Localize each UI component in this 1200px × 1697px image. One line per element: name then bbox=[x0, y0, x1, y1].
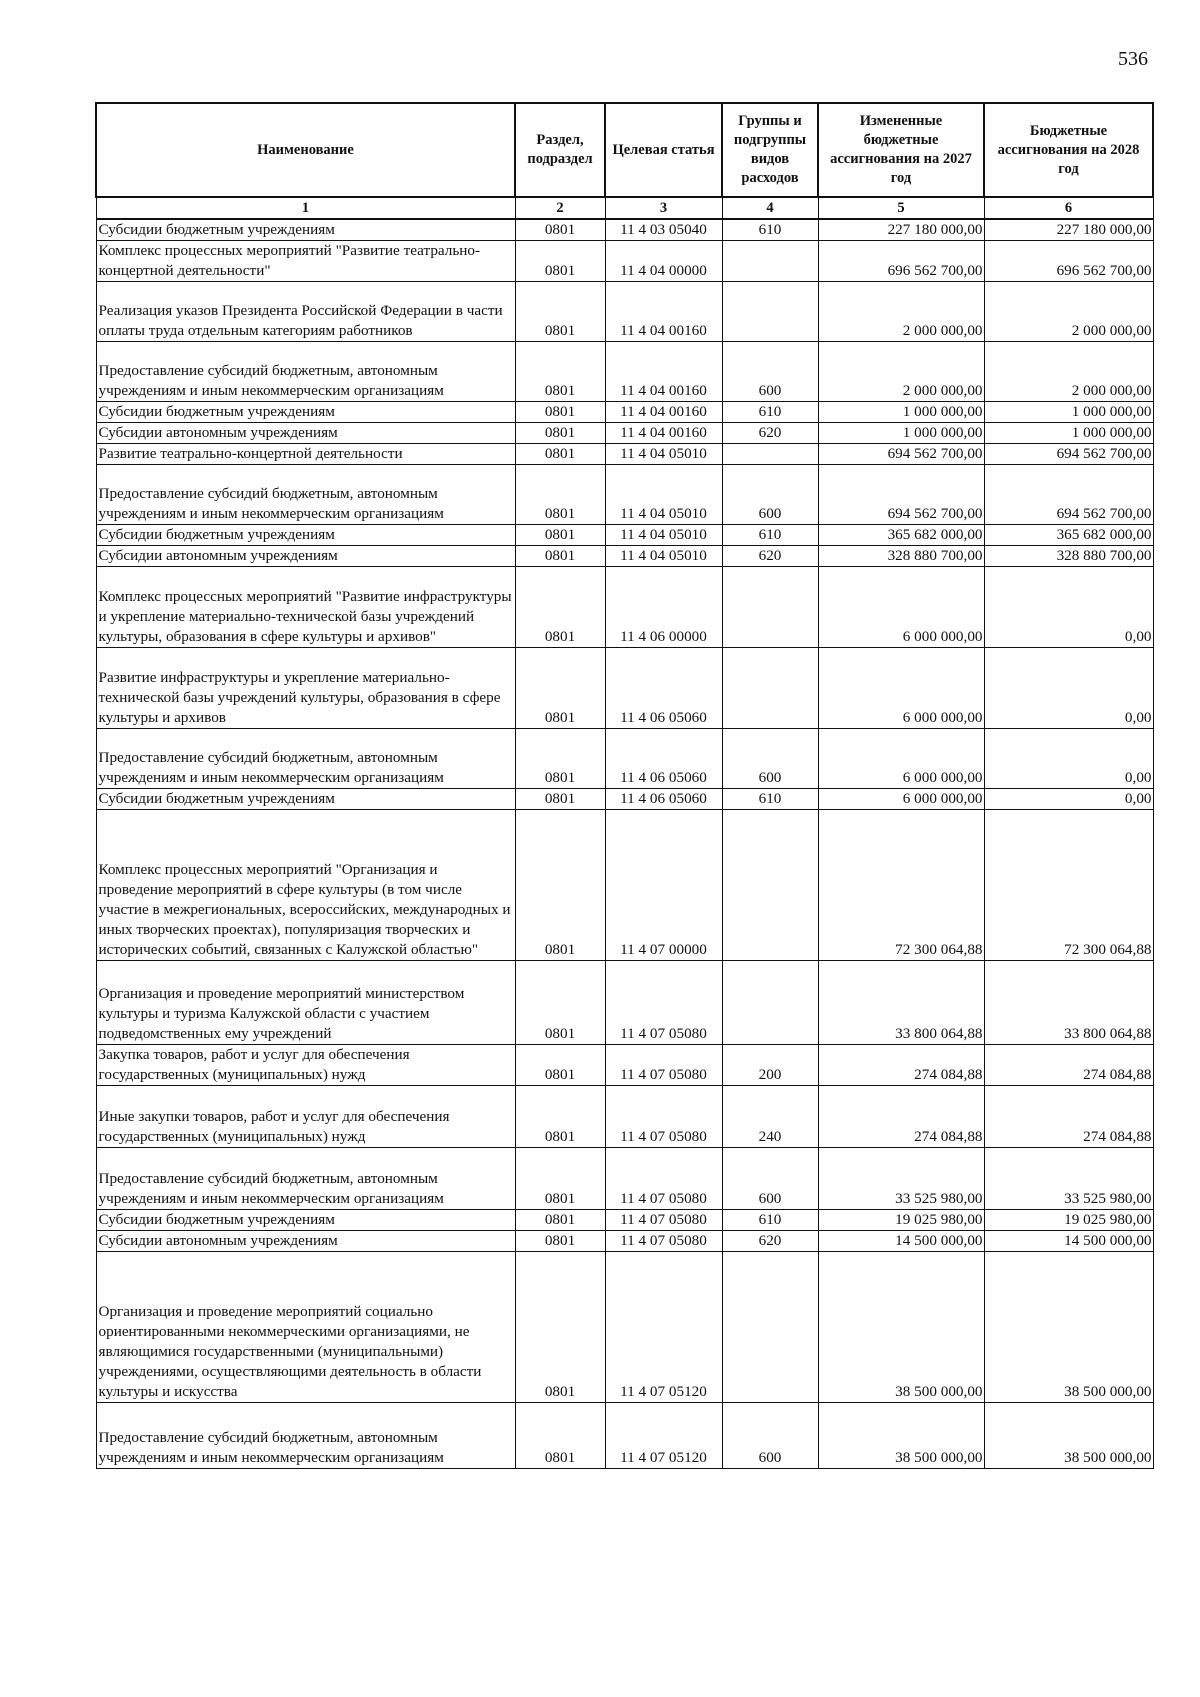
header-groups: Группы и подгруппы видов расходов bbox=[722, 103, 818, 197]
row-amount-2028: 694 562 700,00 bbox=[984, 444, 1153, 465]
row-name: Субсидии бюджетным учреждениям bbox=[96, 525, 515, 546]
row-group: 620 bbox=[722, 546, 818, 567]
row-amount-2028: 33 525 980,00 bbox=[984, 1148, 1153, 1210]
table-header bbox=[96, 103, 1153, 219]
row-section: 0801 bbox=[515, 1210, 605, 1231]
row-amount-2028: 38 500 000,00 bbox=[984, 1252, 1153, 1403]
row-target: 11 4 04 05010 bbox=[605, 444, 722, 465]
row-amount-2028: 19 025 980,00 bbox=[984, 1210, 1153, 1231]
row-amount-2027: 38 500 000,00 bbox=[818, 1252, 984, 1403]
row-group bbox=[722, 1252, 818, 1403]
row-amount-2028: 694 562 700,00 bbox=[984, 465, 1153, 525]
table-row bbox=[96, 444, 1153, 465]
row-section: 0801 bbox=[515, 961, 605, 1045]
row-section: 0801 bbox=[515, 810, 605, 961]
row-section: 0801 bbox=[515, 729, 605, 789]
table-row bbox=[96, 1231, 1153, 1252]
row-group bbox=[722, 648, 818, 729]
row-name: Предоставление субсидий бюджетным, автономным учреждениям и иным некоммерческим организациям bbox=[96, 465, 515, 525]
row-amount-2027: 38 500 000,00 bbox=[818, 1403, 984, 1469]
row-group: 610 bbox=[722, 1210, 818, 1231]
budget-table bbox=[95, 102, 1154, 1469]
row-target: 11 4 04 05010 bbox=[605, 465, 722, 525]
table-row bbox=[96, 1252, 1153, 1403]
row-amount-2028: 33 800 064,88 bbox=[984, 961, 1153, 1045]
row-target: 11 4 03 05040 bbox=[605, 219, 722, 241]
row-group: 200 bbox=[722, 1045, 818, 1086]
row-group bbox=[722, 444, 818, 465]
row-group: 610 bbox=[722, 789, 818, 810]
row-amount-2027: 274 084,88 bbox=[818, 1045, 984, 1086]
row-name: Комплекс процессных мероприятий "Развитие инфраструктуры и укрепление материально-технической базы учреждений культуры, образования в сфере культуры и архивов" bbox=[96, 567, 515, 648]
table-row bbox=[96, 1045, 1153, 1086]
row-name: Предоставление субсидий бюджетным, автономным учреждениям и иным некоммерческим организациям bbox=[96, 729, 515, 789]
row-name: Комплекс процессных мероприятий "Развитие театрально-концертной деятельности" bbox=[96, 241, 515, 282]
row-amount-2027: 2 000 000,00 bbox=[818, 342, 984, 402]
row-amount-2027: 227 180 000,00 bbox=[818, 219, 984, 241]
row-amount-2028: 1 000 000,00 bbox=[984, 423, 1153, 444]
row-amount-2027: 1 000 000,00 bbox=[818, 402, 984, 423]
row-section: 0801 bbox=[515, 219, 605, 241]
table-row bbox=[96, 546, 1153, 567]
row-group: 610 bbox=[722, 402, 818, 423]
row-name: Развитие инфраструктуры и укрепление материально-технической базы учреждений культуры, образования в сфере культуры и архивов bbox=[96, 648, 515, 729]
row-section: 0801 bbox=[515, 465, 605, 525]
row-name: Иные закупки товаров, работ и услуг для обеспечения государственных (муниципальных) нужд bbox=[96, 1086, 515, 1148]
row-amount-2027: 365 682 000,00 bbox=[818, 525, 984, 546]
row-amount-2027: 33 800 064,88 bbox=[818, 961, 984, 1045]
row-amount-2028: 0,00 bbox=[984, 729, 1153, 789]
header-target: Целевая статья bbox=[605, 103, 722, 197]
column-number: 2 bbox=[515, 197, 605, 219]
row-amount-2027: 328 880 700,00 bbox=[818, 546, 984, 567]
row-section: 0801 bbox=[515, 444, 605, 465]
page-number: 536 bbox=[1118, 48, 1148, 70]
row-group: 610 bbox=[722, 525, 818, 546]
table-row bbox=[96, 648, 1153, 729]
row-amount-2027: 19 025 980,00 bbox=[818, 1210, 984, 1231]
table-row bbox=[96, 219, 1153, 241]
row-amount-2027: 1 000 000,00 bbox=[818, 423, 984, 444]
table-row bbox=[96, 465, 1153, 525]
row-amount-2028: 14 500 000,00 bbox=[984, 1231, 1153, 1252]
row-amount-2027: 6 000 000,00 bbox=[818, 648, 984, 729]
row-amount-2027: 2 000 000,00 bbox=[818, 282, 984, 342]
row-name: Организация и проведение мероприятий министерством культуры и туризма Калужской области с участием подведомственных ему учреждений bbox=[96, 961, 515, 1045]
row-group: 600 bbox=[722, 342, 818, 402]
table-row bbox=[96, 282, 1153, 342]
row-amount-2028: 72 300 064,88 bbox=[984, 810, 1153, 961]
row-group bbox=[722, 282, 818, 342]
table-row bbox=[96, 342, 1153, 402]
row-name: Субсидии автономным учреждениям bbox=[96, 546, 515, 567]
row-target: 11 4 07 05080 bbox=[605, 1086, 722, 1148]
row-target: 11 4 06 05060 bbox=[605, 789, 722, 810]
row-group: 600 bbox=[722, 465, 818, 525]
row-amount-2028: 1 000 000,00 bbox=[984, 402, 1153, 423]
row-amount-2027: 72 300 064,88 bbox=[818, 810, 984, 961]
row-target: 11 4 06 05060 bbox=[605, 729, 722, 789]
row-name: Субсидии бюджетным учреждениям bbox=[96, 789, 515, 810]
row-amount-2028: 227 180 000,00 bbox=[984, 219, 1153, 241]
row-name: Субсидии автономным учреждениям bbox=[96, 423, 515, 444]
row-target: 11 4 04 00160 bbox=[605, 282, 722, 342]
row-name: Предоставление субсидий бюджетным, автономным учреждениям и иным некоммерческим организациям bbox=[96, 1148, 515, 1210]
row-group: 600 bbox=[722, 729, 818, 789]
row-target: 11 4 06 00000 bbox=[605, 567, 722, 648]
row-section: 0801 bbox=[515, 567, 605, 648]
row-section: 0801 bbox=[515, 282, 605, 342]
row-amount-2028: 0,00 bbox=[984, 567, 1153, 648]
row-amount-2027: 6 000 000,00 bbox=[818, 729, 984, 789]
row-name: Субсидии бюджетным учреждениям bbox=[96, 219, 515, 241]
row-section: 0801 bbox=[515, 789, 605, 810]
row-amount-2028: 2 000 000,00 bbox=[984, 282, 1153, 342]
row-amount-2028: 0,00 bbox=[984, 789, 1153, 810]
row-amount-2027: 274 084,88 bbox=[818, 1086, 984, 1148]
row-amount-2028: 274 084,88 bbox=[984, 1086, 1153, 1148]
column-number: 6 bbox=[984, 197, 1153, 219]
row-name: Комплекс процессных мероприятий "Организация и проведение мероприятий в сфере культуры (в том числе участие в межрегиональных, всероссийских, международных и иных творческих проектах), популяризация творческих и исторических событий, связанных с Калужской областью" bbox=[96, 810, 515, 961]
row-group: 620 bbox=[722, 423, 818, 444]
row-target: 11 4 04 05010 bbox=[605, 546, 722, 567]
header-budget-2028: Бюджетные ассигнования на 2028 год bbox=[984, 103, 1153, 197]
table-row bbox=[96, 241, 1153, 282]
header-section: Раздел, подраздел bbox=[515, 103, 605, 197]
row-name: Субсидии бюджетным учреждениям bbox=[96, 402, 515, 423]
row-target: 11 4 06 05060 bbox=[605, 648, 722, 729]
row-name: Закупка товаров, работ и услуг для обеспечения государственных (муниципальных) нужд bbox=[96, 1045, 515, 1086]
row-group bbox=[722, 961, 818, 1045]
row-target: 11 4 04 00000 bbox=[605, 241, 722, 282]
row-section: 0801 bbox=[515, 1045, 605, 1086]
table-row bbox=[96, 567, 1153, 648]
row-target: 11 4 07 05120 bbox=[605, 1403, 722, 1469]
table-row bbox=[96, 789, 1153, 810]
row-name: Реализация указов Президента Российской Федерации в части оплаты труда отдельным категориям работников bbox=[96, 282, 515, 342]
table-row bbox=[96, 729, 1153, 789]
header-amended-2027: Измененные бюджетные ассигнования на 2027 год bbox=[818, 103, 984, 197]
row-group: 600 bbox=[722, 1403, 818, 1469]
row-name: Субсидии бюджетным учреждениям bbox=[96, 1210, 515, 1231]
column-number: 1 bbox=[96, 197, 515, 219]
row-target: 11 4 04 00160 bbox=[605, 423, 722, 444]
row-target: 11 4 07 05120 bbox=[605, 1252, 722, 1403]
row-amount-2028: 365 682 000,00 bbox=[984, 525, 1153, 546]
row-target: 11 4 07 05080 bbox=[605, 961, 722, 1045]
table-row bbox=[96, 1403, 1153, 1469]
row-section: 0801 bbox=[515, 1148, 605, 1210]
row-section: 0801 bbox=[515, 342, 605, 402]
row-amount-2027: 694 562 700,00 bbox=[818, 444, 984, 465]
row-amount-2027: 694 562 700,00 bbox=[818, 465, 984, 525]
row-group bbox=[722, 810, 818, 961]
row-amount-2028: 2 000 000,00 bbox=[984, 342, 1153, 402]
row-amount-2027: 33 525 980,00 bbox=[818, 1148, 984, 1210]
row-section: 0801 bbox=[515, 423, 605, 444]
row-amount-2027: 6 000 000,00 bbox=[818, 789, 984, 810]
table-row bbox=[96, 525, 1153, 546]
row-target: 11 4 04 00160 bbox=[605, 402, 722, 423]
row-group: 240 bbox=[722, 1086, 818, 1148]
row-amount-2028: 274 084,88 bbox=[984, 1045, 1153, 1086]
table-row bbox=[96, 1086, 1153, 1148]
row-amount-2028: 0,00 bbox=[984, 648, 1153, 729]
row-group bbox=[722, 241, 818, 282]
row-section: 0801 bbox=[515, 1252, 605, 1403]
column-number: 5 bbox=[818, 197, 984, 219]
table-row bbox=[96, 423, 1153, 444]
row-target: 11 4 07 05080 bbox=[605, 1045, 722, 1086]
row-section: 0801 bbox=[515, 648, 605, 729]
row-group: 600 bbox=[722, 1148, 818, 1210]
row-target: 11 4 07 05080 bbox=[605, 1148, 722, 1210]
column-number: 3 bbox=[605, 197, 722, 219]
row-section: 0801 bbox=[515, 546, 605, 567]
table-row bbox=[96, 1210, 1153, 1231]
table-row bbox=[96, 1148, 1153, 1210]
row-amount-2027: 14 500 000,00 bbox=[818, 1231, 984, 1252]
row-name: Субсидии автономным учреждениям bbox=[96, 1231, 515, 1252]
row-group bbox=[722, 567, 818, 648]
row-name: Предоставление субсидий бюджетным, автономным учреждениям и иным некоммерческим организациям bbox=[96, 342, 515, 402]
row-amount-2027: 696 562 700,00 bbox=[818, 241, 984, 282]
row-section: 0801 bbox=[515, 1403, 605, 1469]
row-amount-2028: 696 562 700,00 bbox=[984, 241, 1153, 282]
row-section: 0801 bbox=[515, 525, 605, 546]
row-group: 620 bbox=[722, 1231, 818, 1252]
row-target: 11 4 04 05010 bbox=[605, 525, 722, 546]
table-row bbox=[96, 961, 1153, 1045]
row-target: 11 4 07 00000 bbox=[605, 810, 722, 961]
row-group: 610 bbox=[722, 219, 818, 241]
table-row bbox=[96, 402, 1153, 423]
row-section: 0801 bbox=[515, 1086, 605, 1148]
row-amount-2028: 38 500 000,00 bbox=[984, 1403, 1153, 1469]
column-number: 4 bbox=[722, 197, 818, 219]
row-name: Предоставление субсидий бюджетным, автономным учреждениям и иным некоммерческим организациям bbox=[96, 1403, 515, 1469]
row-section: 0801 bbox=[515, 402, 605, 423]
row-section: 0801 bbox=[515, 241, 605, 282]
row-amount-2027: 6 000 000,00 bbox=[818, 567, 984, 648]
row-name: Развитие театрально-концертной деятельности bbox=[96, 444, 515, 465]
row-name: Организация и проведение мероприятий социально ориентированными некоммерческими организациями, не являющимися государственными (муниципальными) учреждениями, осуществляющими деятельность в области культуры и искусства bbox=[96, 1252, 515, 1403]
row-amount-2028: 328 880 700,00 bbox=[984, 546, 1153, 567]
row-section: 0801 bbox=[515, 1231, 605, 1252]
row-target: 11 4 04 00160 bbox=[605, 342, 722, 402]
row-target: 11 4 07 05080 bbox=[605, 1210, 722, 1231]
table-body bbox=[96, 219, 1153, 1469]
table-row bbox=[96, 810, 1153, 961]
row-target: 11 4 07 05080 bbox=[605, 1231, 722, 1252]
header-name: Наименование bbox=[96, 103, 515, 197]
